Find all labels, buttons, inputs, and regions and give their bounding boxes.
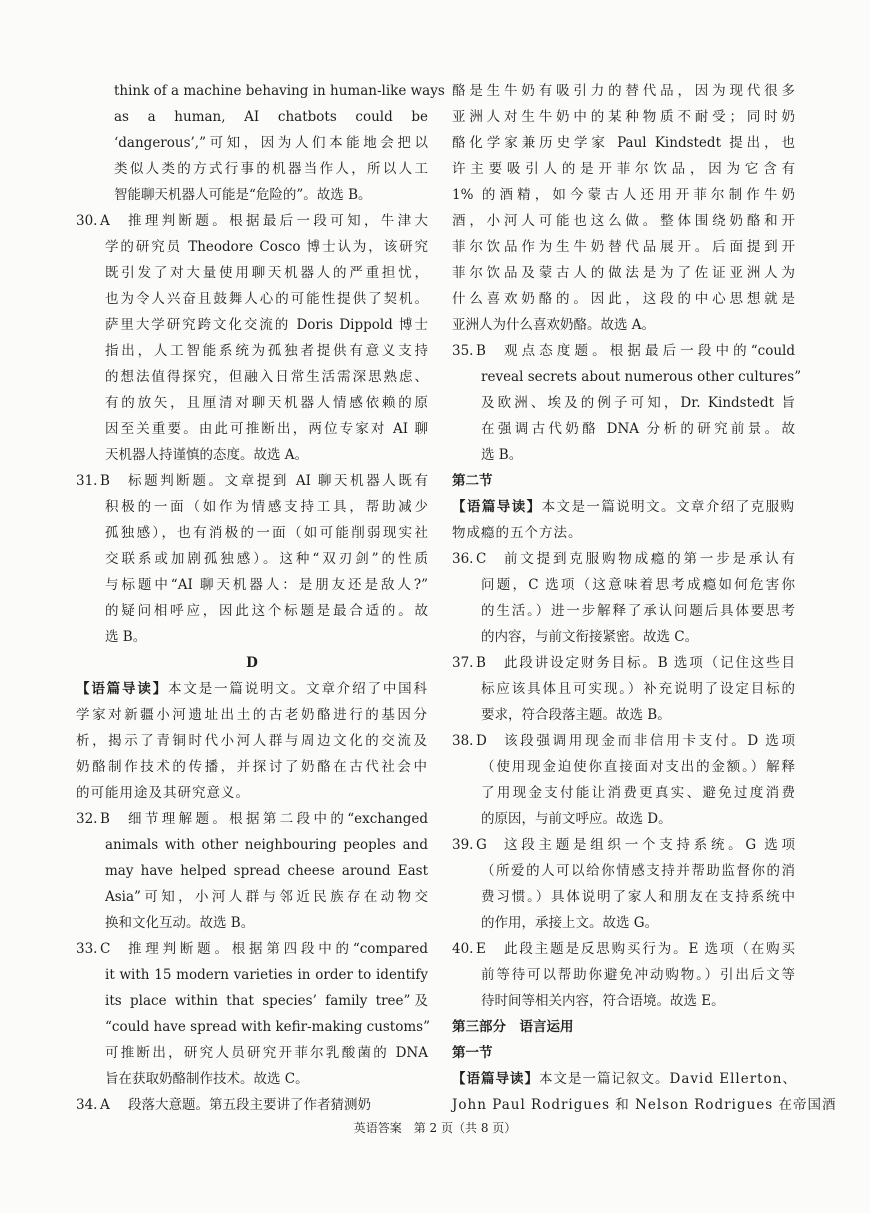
explanation-line: animals with other neighbouring peoples and [105,837,428,853]
text-line: 菲尔饮品作为生牛奶替代品展开。后面提到开 [452,239,795,255]
continued-explanation-34 [452,78,795,338]
explanation-line: 换和文化互动。故选 B。 [105,915,255,931]
question-number: 36. [452,551,474,567]
explanation-line: 在强调古代奶酪 DNA 分析的研究前景。故 [481,421,795,437]
text-line: 亚洲人为什么喜欢奶酪。故选 A。 [452,317,656,333]
guide-text: 的可能用途及其研究意义。 [76,785,250,801]
text-line: as a human, AI chatbots could be [114,109,428,125]
answer-item-35 [452,338,802,468]
answer-letter: E [476,941,486,957]
right-column [452,78,837,1118]
question-number: 40. [452,941,474,957]
explanation-line: 选 B。 [481,447,523,463]
explanation-line: 观点态度题。根据最后一段中的“could [504,343,795,359]
question-number: 34. [76,1097,98,1113]
explanation-line: “could have spread with kefir-making customs” [105,1019,430,1035]
guide-line [76,780,428,806]
explanation-line: 积极的一面（如作为情感支持工具，帮助减少 [105,499,428,515]
explanation-line: 的生活。）进一步解释了承认问题后具体要思考 [481,603,795,619]
answer-letter: B [476,343,486,359]
left-column [76,78,445,1118]
explanation-line: 也为令人兴奋且鼓舞人心的可能性提供了契机。 [105,291,428,307]
guide-tag: 【语篇导读】 [452,1071,539,1087]
explanation-line: Asia”可知，小河人群与邻近民族存在动物交 [105,889,428,905]
explanation-line: 选 B。 [105,629,147,645]
question-number: 32. [76,811,98,827]
answer-letter: A [100,1097,110,1113]
explanation-line: its place within that species’ family tree”及 [105,993,428,1009]
explanation-line: 学的研究员 Theodore Cosco 博士认为，该研究 [105,239,428,255]
text-line: 1% 的酒精，如今蒙古人还用开菲尔制作牛奶 [452,187,795,203]
explanation-line: 标题判断题。文章提到 AI 聊天机器人既有 [128,473,428,489]
guide-tag: 【语篇导读】 [76,681,169,697]
answer-item-39 [452,832,795,936]
explanation-line: reveal secrets about numerous other cultures” [481,369,802,385]
guide-text: John Paul Rodrigues 和 Nelson Rodrigues 在帝国酒 [452,1097,837,1113]
answer-letter: B [100,473,110,489]
explanation-line: 的内容，与前文衔接紧密。故选 C。 [481,629,699,645]
explanation-line: 前文提到克服购物成瘾的第一步是承认有 [504,551,795,567]
question-number: 39. [452,837,474,853]
explanation-line: 孤独感），也有消极的一面（如可能削弱现实社 [105,525,428,541]
page-footer: 英语答案 第 2 页（共 8 页） [353,1121,517,1135]
answer-item-32 [76,806,428,936]
explanation-line: 的原因，与前文呼应。故选 D。 [481,811,672,827]
answer-item-31 [76,468,428,650]
explanation-line: 待时间等相关内容，符合语境。故选 E。 [481,993,725,1009]
explanation-line: 了用现金支付能让消费更真实、避免过度消费 [481,785,795,801]
explanation-line: 推理判断题。根据第四段中的“compared [128,941,428,957]
text-line: 酪是生牛奶有吸引力的替代品，因为现代很多 [452,83,795,99]
text-line: 许主要吸引人的是开菲尔饮品，因为它含有 [452,161,795,177]
guide-text: 析，揭示了青铜时代小河人群与周边文化的交流及 [76,733,428,749]
explanation-line: 此段主题是反思购买行为。E 选项（在购买 [504,941,795,957]
explanation-line: 标应该具体且可实现。）补充说明了设定目标的 [481,681,795,697]
answer-letter: B [476,655,486,671]
explanation-line: 既引发了对大量使用聊天机器人的严重担忧， [105,265,428,281]
guide-line [76,754,428,780]
explanation-line: 与标题中“AI 聊天机器人：是朋友还是敌人?” [105,577,428,593]
guide-line [76,728,428,754]
question-number: 38. [452,733,474,749]
answer-letter: D [476,733,487,749]
text-line: 亚洲人对生牛奶中的某种物质不耐受；同时奶 [452,109,795,125]
explanation-line: 该段强调用现金而非信用卡支付。D 选项 [504,733,795,749]
answer-item-33 [76,936,428,1092]
answer-item-36 [452,546,795,650]
question-number: 35. [452,343,474,359]
text-line: 智能聊天机器人可能是“危险的”。故选 B。 [114,187,372,203]
explanation-line: 费习惯。）具体说明了家人和朋友在支持系统中 [481,889,795,905]
explanation-line: 这段主题是组织一个支持系统。G 选项 [504,837,795,853]
explanation-line: 因至关重要。由此可推断出，两位专家对 AI 聊 [105,421,428,437]
section-heading-d: D [246,655,258,671]
explanation-line: 有的放矢，且厘清对聊天机器人情感依赖的原 [105,395,428,411]
guide-text: 本文是一篇说明文。文章介绍了克服购 [541,499,796,515]
explanation-line: 天机器人持谨慎的态度。故选 A。 [105,447,309,463]
explanation-line: 及欧洲、埃及的例子可知，Dr. Kindstedt 旨 [481,395,795,411]
guide-line [452,520,795,546]
passage-guide-d [76,676,428,806]
explanation-line: 的疑问相呼应，因此这个标题是最合适的。故 [105,603,428,619]
explanation-line: may have helped spread cheese around East [105,863,428,879]
explanation-line: 此段讲设定财务目标。B 选项（记住这些目 [504,655,795,671]
answer-item-34 [76,1092,428,1118]
question-number: 30. [76,213,98,229]
section-heading-2: 第二节 [452,473,493,489]
explanation-line: 可推断出，研究人员研究开菲尔乳酸菌的 DNA [105,1045,428,1061]
guide-line [452,494,795,520]
continued-explanation [76,78,445,208]
explanation-line: 的作用，承接上文。故选 G。 [481,915,659,931]
explanation-line: 细节理解题。根据第二段中的“exchanged [128,811,428,827]
guide-text: 学家对新疆小河遗址出土的古老奶酪进行的基因分 [76,707,428,723]
section-heading-1: 第一节 [452,1045,493,1061]
answer-item-37 [452,650,795,728]
text-line: ‘dangerous’,”可知，因为人们本能地会把以 [114,135,428,151]
explanation-line: （所爱的人可以给你情感支持并帮助监督你的消 [481,863,795,879]
guide-text: 物成瘾的五个方法。 [452,525,583,541]
explanation-line: 要求，符合段落主题。故选 B。 [481,707,671,723]
guide-text: 奶酪制作技术的传播，并探讨了奶酪在古代社会中 [76,759,428,775]
explanation-line: （使用现金迫使你直接面对支出的金额。）解释 [481,759,795,775]
answer-letter: C [476,551,487,567]
guide-line [452,1066,795,1092]
text-line: 类似人类的方式行事的机器当作人，所以人工 [114,161,428,177]
guide-text: 本文是一篇记叙文。David Ellerton、 [539,1071,797,1087]
text-line: 酪化学家兼历史学家 Paul Kindstedt 提出，也 [452,135,795,151]
question-number: 33. [76,941,98,957]
text-line: think of a machine behaving in human-like ways [114,83,445,99]
explanation-line: 旨在获取奶酪制作技术。故选 C。 [105,1071,309,1087]
explanation-line: 前等待可以帮助你避免冲动购物。）引出后文等 [481,967,795,983]
explanation-line: 段落大意题。第五段主要讲了作者猜测奶 [128,1097,371,1113]
guide-line [76,702,428,728]
explanation-line: it with 15 modern varieties in order to identify [105,967,428,983]
text-line: 酒，小河人可能也这么做。整体围绕奶酪和开 [452,213,795,229]
answer-item-30 [76,208,428,468]
guide-tag: 【语篇导读】 [452,499,542,515]
text-line: 菲尔饮品及蒙古人的做法是为了佐证亚洲人为 [452,265,795,281]
passage-guide-2 [452,494,795,546]
question-number: 37. [452,655,474,671]
question-number: 31. [76,473,98,489]
answer-item-40 [452,936,795,1014]
answer-item-38 [452,728,795,832]
passage-guide-3 [452,1066,837,1118]
answer-letter: C [100,941,111,957]
guide-text: 本文是一篇说明文。文章介绍了中国科 [168,681,429,697]
explanation-line: 萨里大学研究跨文化交流的 Doris Dippold 博士 [105,317,428,333]
explanation-line: 推理判断题。根据最后一段可知，牛津大 [128,213,428,229]
answer-letter: B [100,811,110,827]
answer-letter: G [476,837,487,853]
guide-line [452,1092,837,1118]
guide-line [76,676,428,702]
text-line: 什么喜欢奶酪的。因此，这段的中心思想就是 [452,291,795,307]
explanation-line: 问题，C 选项（这意味着思考成瘾如何危害你 [481,577,795,593]
part-heading-3: 第三部分 语言运用 [452,1019,574,1035]
explanation-line: 交联系或加剧孤独感）。这种“双刃剑”的性质 [105,551,428,567]
answer-letter: A [100,213,110,229]
explanation-line: 指出，人工智能系统为孤独者提供有意义支持 [105,343,428,359]
explanation-line: 的想法值得探究，但融入日常生活需深思熟虑、 [105,369,428,385]
